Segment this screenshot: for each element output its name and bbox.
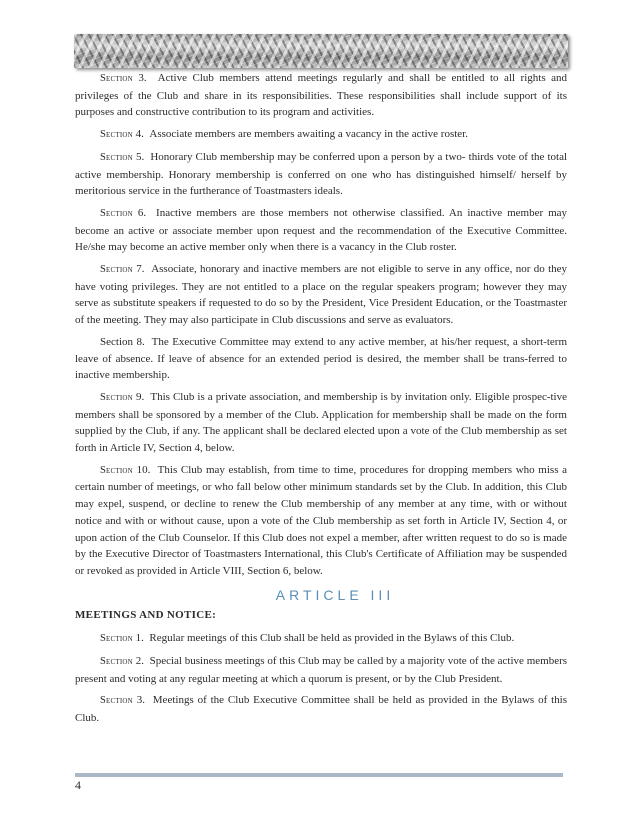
section-text: Associate, honorary and inactive members are not eligible to serve in any office, nor do they have voting privileges. They are not entitled to a place on the regular speakers program; however they may serve as substitute speakers if requested to do so by the President, Vice President Education, or the Toastmaster of the meeting. They may also participate in Club discussions and serve as evaluators. [75,263,568,327]
section-text: Meetings of the Club Executive Committee shall be held as provided in the Bylaws of this Club. [75,694,568,724]
section-number: 3. [132,694,146,707]
section-number: 7. [132,263,145,276]
section-label: Section [100,264,133,276]
section-text: Honorary Club membership may be conferred upon a person by a two- thirds vote of the total active membership. Honorary membership is conferred on one who has distinguished himself/ herself by meritorious service in the furtherance of Toastmasters ideals. [75,150,568,198]
meetings-subheading: MEETINGS AND NOTICE: [75,609,217,622]
section-paragraph [75,653,567,687]
section-paragraph [75,149,567,200]
section-label: Section [100,391,133,403]
document-body [75,70,567,732]
article-heading: ARTICLE III [275,586,395,603]
section-number: 3. [132,72,147,84]
section-paragraph [75,389,567,457]
section-label: Section [100,207,133,219]
page-number: 4 [75,778,81,792]
section-text: Regular meetings of this Club shall be held as provided in the Bylaws of this Club. [149,632,515,645]
section-text: Active Club members attend meetings regularly and shall be entitled to all rights and privileges of the Club and share in its responsibilities. These responsibilities shall include support of its purposes and constructive contribution to its program and activities. [75,72,567,119]
section-paragraph [75,334,567,384]
section-paragraph [75,630,567,648]
footer-rule [75,773,563,777]
section-paragraph [75,692,567,726]
section-text: Special business meetings of this Club may be called by a majority vote of the active members present and voting at any regular meeting at which a quorum is present, or by the Club President. [75,654,568,685]
section-number: 4. [132,128,144,141]
header-banner [74,34,568,68]
section-paragraph [75,261,567,329]
section-label: Section 8. [100,335,145,348]
section-paragraph [75,126,567,144]
section-number: 9. [132,390,145,403]
section-paragraph [75,462,567,580]
section-number: 5. [132,150,145,163]
section-label: Section [100,655,133,667]
section-text: This Club is a private association, and membership is by invitation only. Eligible prospec-tive members shall be sponsored by a member of the Club. Application for membership shall be made on the form supplied by the Club, if any. The applicant shall be declared elected upon a vote of the Club membership as set forth in Article IV, Section 4, below. [75,390,567,455]
section-label: Section [100,633,133,645]
section-label: Section [100,464,133,476]
section-number: 1. [132,632,144,645]
section-text: The Executive Committee may extend to any active member, at his/her request, a short-term leave of absence. If leave of absence for an extended period is desired, the member shall be trans-ferred to inactive membership. [75,335,567,382]
section-label: Section [100,129,133,141]
section-label: Section [100,73,133,84]
article-ii-sections [75,70,567,580]
section-label: Section [100,695,133,707]
section-number: 10. [132,463,151,476]
section-text: Inactive members are those members not otherwise classified. An inactive member may become an active or associate member upon request and the recommendation of the Executive Committee. He/she may become an active member only when there is a vacancy in the Club roster. [75,206,568,254]
section-paragraph [75,70,567,121]
section-text: This Club may establish, from time to time, procedures for dropping members who miss a certain number of meetings, or who fall below other minimum standards set by the Club. In addition, this Club may expel, suspend, or decline to renew the Club membership of any member at any time, with or without notice and with or without cause, upon a vote of the Club membership as set forth in Article IV, Section 4, or upon action of the Club Counselor. If this Club does not expel a member, after written request to do so is made by the Executive Director of Toastmasters International, this Club's Certificate of Affiliation may be suspended or revoked as provided in Article VIII, Section 6, below. [75,463,568,577]
section-paragraph [75,205,567,256]
section-number: 2. [132,654,144,667]
section-number: 6. [132,206,147,219]
section-label: Section [100,151,133,163]
section-text: Associate members are members awaiting a vacancy in the active roster. [149,128,468,141]
article-iii-sections [75,630,567,727]
